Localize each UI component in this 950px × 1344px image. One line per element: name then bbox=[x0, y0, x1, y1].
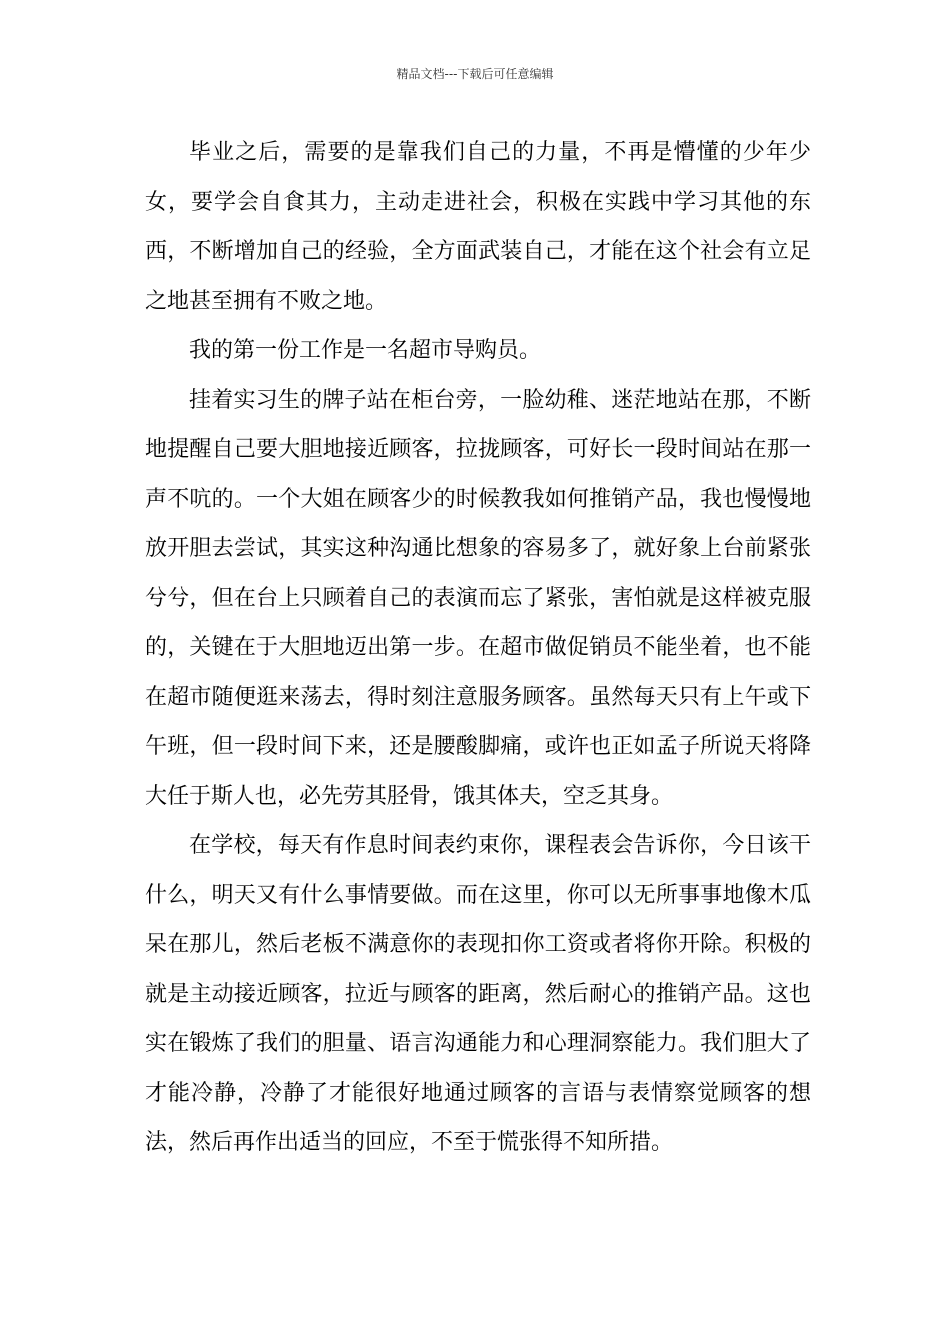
page-header: 精品文档---下载后可任意编辑 bbox=[396, 67, 554, 81]
document-body bbox=[145, 128, 811, 1168]
paragraph-school-vs-work: 在学校，每天有作息时间表约束你，课程表会告诉你，今日该干什么，明天又有什么事情要做。而在这里，你可以无所事事地像木瓜呆在那儿，然后老板不满意你的表现扣你工资或者将你开除。积极的就是主动接近顾客，拉近与顾客的距离，然后耐心的推销产品。这也实在锻炼了我们的胆量、语言沟通能力和心理洞察能力。我们胆大了才能冷静，冷静了才能很好地通过顾客的言语与表情察觉顾客的想法，然后再作出适当的回应，不至于慌张得不知所措。 bbox=[145, 833, 811, 1155]
paragraph-intern-experience: 挂着实习生的牌子站在柜台旁，一脸幼稚、迷茫地站在那，不断地提醒自己要大胆地接近顾客，拉拢顾客，可好长一段时间站在那一声不吭的。一个大姐在顾客少的时候教我如何推销产品，我也慢慢地放开胆去尝试，其实这种沟通比想象的容易多了，就好象上台前紧张兮兮，但在台上只顾着自己的表演而忘了紧张，害怕就是这样被克服的，关键在于大胆地迈出第一步。在超市做促销员不能坐着，也不能在超市随便逛来荡去，得时刻注意服务顾客。虽然每天只有上午或下午班，但一段时间下来，还是腰酸脚痛，或许也正如孟子所说天将降大任于斯人也，必先劳其胫骨，饿其体夫，空乏其身。 bbox=[145, 387, 811, 809]
paragraph-first-job: 我的第一份工作是一名超市导购员。 bbox=[189, 338, 542, 363]
paragraph-graduation: 毕业之后，需要的是靠我们自己的力量，不再是懵懂的少年少女，要学会自食其力，主动走进社会，积极在实践中学习其他的东西，不断增加自己的经验，全方面武装自己，才能在这个社会有立足之地甚至拥有不败之地。 bbox=[145, 140, 811, 314]
